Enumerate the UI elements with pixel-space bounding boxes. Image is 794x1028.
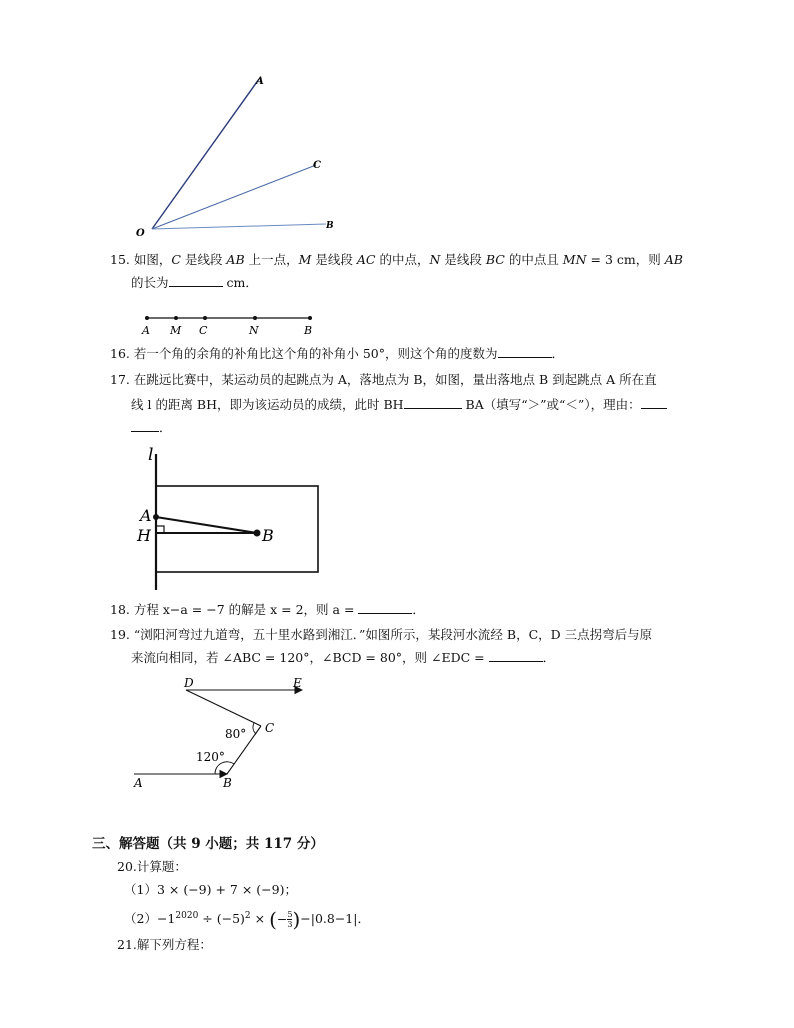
q15-text: 是线段 bbox=[311, 252, 357, 267]
q15-var: C bbox=[171, 252, 181, 267]
q18-number: 18. bbox=[110, 602, 130, 617]
q18 bbox=[110, 600, 425, 620]
denominator: 3 bbox=[287, 920, 293, 930]
q17-text: ． bbox=[159, 420, 172, 435]
q15-text: 是线段 bbox=[440, 252, 486, 267]
q19-text: 来流向相同，若 ∠ABC = 120°，∠BCD = 80°，则 ∠EDC = bbox=[131, 650, 489, 665]
angle-c-arc bbox=[253, 723, 256, 734]
label-n: N bbox=[249, 324, 259, 337]
q15-var: AC bbox=[356, 252, 376, 267]
segment-ab bbox=[156, 517, 257, 533]
angle-b-label: 120° bbox=[196, 750, 225, 764]
q15-text: = 3 cm，则 bbox=[586, 252, 665, 267]
label-b: B bbox=[262, 526, 274, 545]
q15-text: 的长为 bbox=[131, 275, 169, 290]
minus-sign: − bbox=[276, 911, 288, 927]
q15-line2 bbox=[131, 273, 258, 293]
q20-item2 bbox=[124, 904, 370, 932]
right-angle-mark bbox=[156, 526, 164, 533]
q15-line1 bbox=[110, 250, 683, 270]
q15-text: 上一点， bbox=[244, 252, 299, 267]
q20-text: 计算题： bbox=[136, 859, 187, 874]
q18-text: ． bbox=[412, 602, 425, 617]
long-jump-figure bbox=[128, 440, 328, 592]
label-c: C bbox=[265, 721, 275, 735]
q17-line3 bbox=[131, 418, 172, 438]
q20-number: 20. bbox=[117, 859, 137, 874]
label-c: C bbox=[313, 160, 321, 171]
answer-blank[interactable] bbox=[169, 274, 223, 287]
q15-text: 是线段 bbox=[180, 252, 227, 267]
ray-oa bbox=[152, 79, 259, 229]
q15-var: N bbox=[429, 252, 441, 267]
q15-text: 的中点且 bbox=[504, 252, 563, 267]
segment-figure bbox=[138, 308, 328, 338]
q20-text: × bbox=[250, 911, 270, 927]
exponent: 2020 bbox=[175, 911, 199, 921]
q19-number: 19. bbox=[110, 627, 130, 642]
answer-blank[interactable] bbox=[489, 649, 543, 662]
q19-text: “浏阳河弯过九道弯，五十里水路到湘江．”如图所示，某段河水流经 B，C，D 三点拐弯后与原 bbox=[133, 627, 653, 642]
q21-title bbox=[117, 935, 212, 955]
q18-text: 方程 x−a = −7 的解是 x = 2，则 a = bbox=[133, 602, 359, 617]
label-a: A bbox=[140, 506, 152, 525]
point-n bbox=[253, 316, 257, 320]
point-c bbox=[203, 316, 207, 320]
label-c: C bbox=[199, 324, 208, 337]
label-a: A bbox=[134, 776, 143, 790]
river-figure bbox=[128, 672, 308, 794]
label-h: H bbox=[137, 526, 151, 545]
paren-close: ) bbox=[292, 907, 301, 932]
label-o: O bbox=[136, 228, 145, 239]
angle-c-label: 80° bbox=[225, 727, 247, 741]
segment-dc bbox=[186, 690, 261, 726]
q15-var: AB bbox=[226, 252, 245, 267]
q17-line1 bbox=[110, 370, 657, 390]
q21-number: 21. bbox=[117, 937, 137, 952]
q19-line2 bbox=[131, 648, 555, 668]
q20-title bbox=[117, 857, 187, 877]
ray-ob bbox=[152, 224, 326, 229]
point-a bbox=[145, 316, 149, 320]
point-b bbox=[254, 530, 261, 537]
q17-text: BA（填写“＞”或“＜”），理由： bbox=[461, 397, 641, 412]
label-e: E bbox=[293, 676, 302, 690]
label-b: B bbox=[326, 221, 334, 231]
ray-oc bbox=[152, 165, 316, 229]
q17-number: 17. bbox=[110, 372, 130, 387]
label-d: D bbox=[184, 676, 194, 690]
answer-blank[interactable] bbox=[404, 396, 462, 409]
answer-blank[interactable] bbox=[498, 345, 552, 358]
q15-var: M bbox=[298, 252, 312, 267]
q15-var: BC bbox=[485, 252, 505, 267]
label-b: B bbox=[304, 324, 313, 337]
answer-blank[interactable] bbox=[131, 419, 159, 432]
label-m: M bbox=[170, 324, 182, 337]
answer-blank[interactable] bbox=[358, 601, 412, 614]
q16 bbox=[110, 344, 564, 364]
point-m bbox=[174, 316, 178, 320]
q15-text: 如图， bbox=[133, 252, 172, 267]
q20-text: ÷ (−5) bbox=[198, 911, 245, 927]
q21-text: 解下列方程： bbox=[136, 937, 212, 952]
label-l: l bbox=[148, 445, 154, 465]
exponent: 2 bbox=[244, 911, 251, 921]
q15-text: cm． bbox=[222, 275, 258, 290]
answer-blank[interactable] bbox=[641, 396, 667, 409]
point-b bbox=[308, 316, 312, 320]
q15-text: 的中点， bbox=[375, 252, 430, 267]
q17-line2 bbox=[131, 395, 667, 415]
q20-text: −|0.8−1|． bbox=[300, 911, 370, 927]
q17-text: 在跳远比赛中，某运动员的起跳点为 A，落地点为 B，如图，量出落地点 B 到起跳点 A 所在直 bbox=[133, 372, 657, 387]
q15-var: AB bbox=[664, 252, 683, 267]
q15-number: 15. bbox=[110, 252, 130, 267]
angle-figure bbox=[130, 70, 350, 240]
q16-text: 若一个角的余角的补角比这个角的补角小 50°，则这个角的度数为 bbox=[133, 346, 498, 361]
q20-text: （2）−1 bbox=[124, 911, 176, 927]
paren-open: ( bbox=[269, 907, 277, 932]
label-a: A bbox=[142, 324, 150, 337]
q19-line1 bbox=[110, 625, 652, 645]
q16-text: ． bbox=[551, 346, 565, 361]
q19-text: ． bbox=[542, 650, 556, 665]
q17-text: 线 l 的距离 BH，即为该运动员的成绩，此时 BH bbox=[131, 397, 404, 412]
label-a: A bbox=[256, 76, 264, 87]
q20-item1: （1）3 × (−9) + 7 × (−9)； bbox=[124, 882, 297, 897]
q16-number: 16. bbox=[110, 346, 130, 361]
section-title: 三、解答题（共 9 小题；共 117 分） bbox=[92, 836, 324, 852]
numerator: 5 bbox=[287, 910, 293, 920]
label-b: B bbox=[223, 776, 232, 790]
q15-var: MN bbox=[562, 252, 587, 267]
point-a bbox=[153, 514, 159, 520]
